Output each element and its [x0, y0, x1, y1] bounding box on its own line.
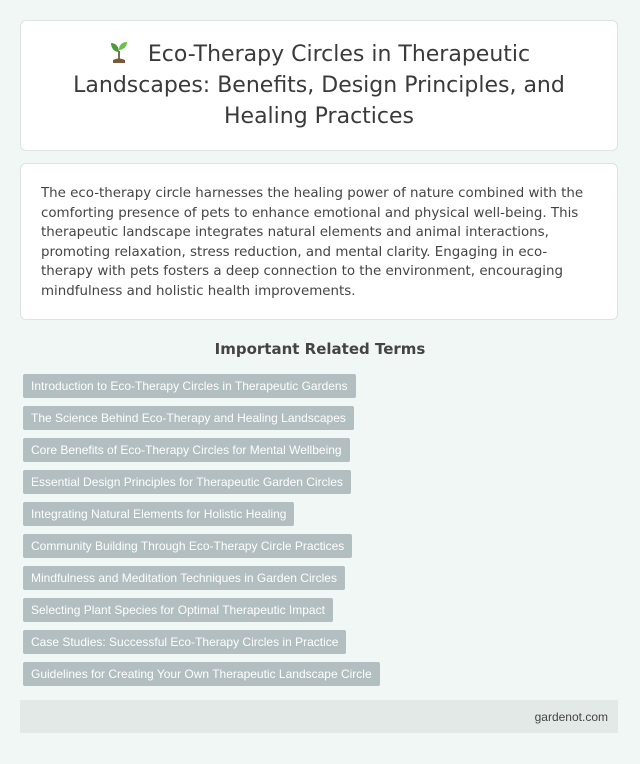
- title-card: [20, 20, 618, 151]
- related-term-link[interactable]: Introduction to Eco-Therapy Circles in Therapeutic Gardens: [23, 374, 356, 398]
- related-term-link[interactable]: Mindfulness and Meditation Techniques in Garden Circles: [23, 566, 345, 590]
- footer: [20, 700, 618, 733]
- related-term-link[interactable]: Selecting Plant Species for Optimal Therapeutic Impact: [23, 598, 333, 622]
- footer-site-name: gardenot.com: [534, 709, 608, 724]
- intro-card: [20, 163, 618, 320]
- related-term-link[interactable]: Core Benefits of Eco-Therapy Circles for Mental Wellbeing: [23, 438, 350, 462]
- related-term-link[interactable]: Guidelines for Creating Your Own Therapeutic Landscape Circle: [23, 662, 380, 686]
- page-title-text: Eco-Therapy Circles in Therapeutic Landscapes: Benefits, Design Principles, and Healing Practices: [73, 42, 565, 129]
- related-terms-heading: Important Related Terms: [214, 340, 426, 358]
- related-term-link[interactable]: Community Building Through Eco-Therapy Circle Practices: [23, 534, 352, 558]
- related-term-link[interactable]: Case Studies: Successful Eco-Therapy Circles in Practice: [23, 630, 346, 654]
- sprout-icon: [108, 40, 130, 64]
- page-title: [21, 39, 617, 132]
- intro-text: The eco-therapy circle harnesses the healing power of nature combined with the comforting presence of pets to enhance emotional and physical well-being. This therapeutic landscape integrates natural elements and animal interactions, promoting relaxation, stress reduction, and mental clarity. Engaging in eco-therapy with pets fosters a deep connection to the environment, encouraging mindfulness and holistic health improvements.: [41, 186, 584, 299]
- related-terms-list: [23, 374, 623, 694]
- related-term-link[interactable]: Integrating Natural Elements for Holistic Healing: [23, 502, 294, 526]
- related-term-link[interactable]: Essential Design Principles for Therapeutic Garden Circles: [23, 470, 351, 494]
- related-term-link[interactable]: The Science Behind Eco-Therapy and Healing Landscapes: [23, 406, 354, 430]
